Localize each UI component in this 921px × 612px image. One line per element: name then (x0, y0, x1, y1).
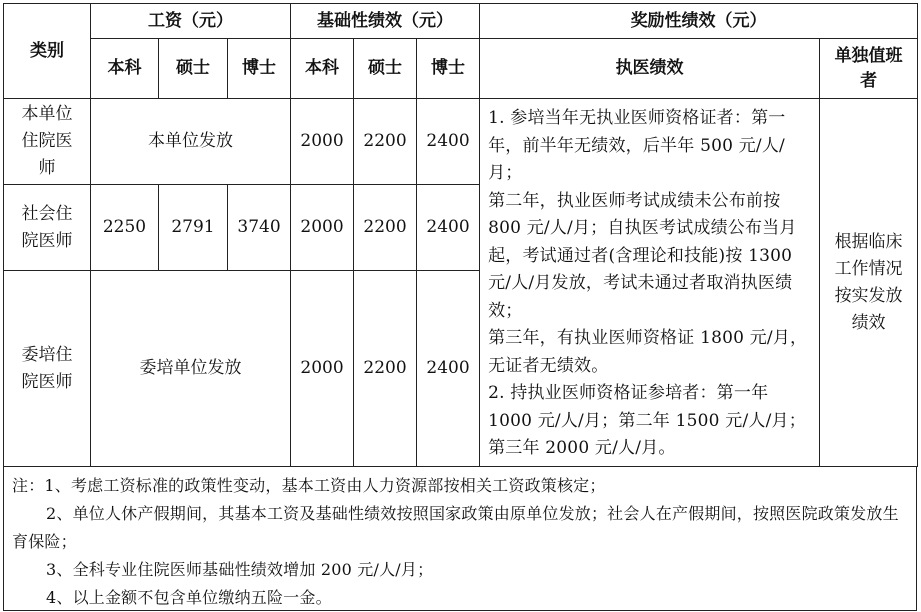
salary-table (3, 3, 918, 467)
header-category: 类别 (4, 4, 91, 99)
note-line: 2、单位人休产假期间，其基本工资及基础性绩效按照国家政策由原单位发放；社会人在产假期间，按照医院政策发放生育保险； (12, 504, 899, 551)
base-doctor-value: 2400 (417, 185, 480, 271)
base-doctor-value: 2400 (417, 271, 480, 467)
header-salary: 工资（元） (91, 4, 291, 39)
salary-doctor-value: 3740 (228, 185, 291, 271)
header-reward-perf: 奖励性绩效（元） (480, 4, 918, 39)
note-line: 3、全科专业住院医师基础性绩效增加 200 元/人/月； (46, 560, 434, 579)
base-master-value: 2200 (354, 271, 417, 467)
license-perf-paragraph: 第三年，有执业医师资格证 1800 元/月，无证者无绩效。 (488, 328, 808, 376)
header-salary-bachelor: 本科 (91, 39, 159, 99)
salary-master-value: 2791 (159, 185, 228, 271)
base-bachelor-value: 2000 (291, 185, 354, 271)
base-bachelor-value: 2000 (291, 271, 354, 467)
license-perf-description (480, 99, 820, 467)
salary-table-document (3, 3, 917, 607)
header-salary-doctor: 博士 (228, 39, 291, 99)
salary-issued-by-sponsor: 委培单位发放 (91, 271, 291, 467)
row-category: 委培住院医师 (4, 271, 91, 467)
row-category: 本单位住院医师 (4, 99, 91, 185)
notes-section (3, 467, 917, 611)
solo-shift-description: 根据临床工作情况按实发放绩效 (820, 99, 918, 467)
base-bachelor-value: 2000 (291, 99, 354, 185)
row-category: 社会住院医师 (4, 185, 91, 271)
note-line: 注：1、考虑工资标准的政策性变动，基本工资由人力资源部按相关工资政策核定； (12, 476, 606, 495)
header-base-doctor: 博士 (417, 39, 480, 99)
base-master-value: 2200 (354, 185, 417, 271)
header-solo-shift: 单独值班者 (820, 39, 918, 99)
license-perf-paragraph: 第二年，执业医师考试成绩未公布前按 800 元/人/月；自执医考试成绩公布当月起，考试通过者(含理论和技能)按 1300 元/人/月发放，考试未通过者取消执医绩效； (488, 190, 797, 321)
header-base-perf: 基础性绩效（元） (291, 4, 480, 39)
header-salary-master: 硕士 (159, 39, 228, 99)
base-master-value: 2200 (354, 99, 417, 185)
note-line: 4、以上金额不包含单位缴纳五险一金。 (46, 588, 332, 607)
header-base-master: 硕士 (354, 39, 417, 99)
header-base-bachelor: 本科 (291, 39, 354, 99)
salary-issued-by-unit: 本单位发放 (91, 99, 291, 185)
salary-bachelor-value: 2250 (91, 185, 159, 271)
license-perf-paragraph: 1. 参培当年无执业医师资格证者：第一年，前半年无绩效，后半年 500 元/人/月； (488, 108, 786, 183)
license-perf-paragraph: 2. 持执业医师资格证参培者：第一年 1000 元/人/月；第二年 1500 元/人/月；第三年 2000 元/人/月。 (488, 383, 806, 458)
header-license-perf: 执医绩效 (480, 39, 820, 99)
base-doctor-value: 2400 (417, 99, 480, 185)
